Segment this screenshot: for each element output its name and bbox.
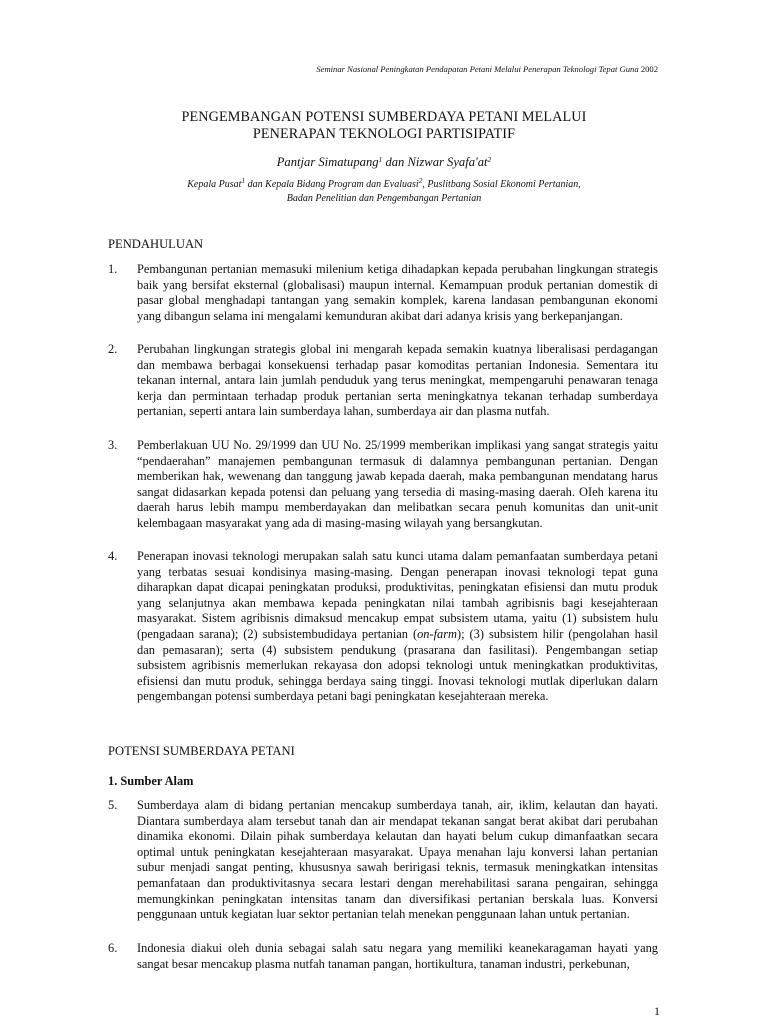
title-line-2: PENERAPAN TEKNOLOGI PARTISIPATIF <box>252 126 516 142</box>
paragraph-4 <box>108 549 658 705</box>
paragraph-text: Sumberdaya alam di bidang pertanian mencakup sumberdaya tanah, air, iklim, kelautan dan hayati. Diantara sumberdaya alam tersebut tanah dan air mendapat tekanan sangat berat akibat dari perubahan dinamika ekonomi. Dilain pihak sumberdaya kelautan dan hayati belum cukup dimanfaatkan secara optimal untuk peningkatan kesejahteraan masyarakat. Upaya menahan laju konversi lahan pertanian subur menjadi sangat penting, khususnya sawah beririgasi teknis, termasuk meningkatkan intensitas pemanfataan dan produktivitasnya secara lestari dengan merehabilitasi sarana pengairan, sehingga memungkinkan peningkatan intensitas tanam dan diversifikasi pertanian berskala luas. Konversi penggunaan untuk kegiatan luar sektor pertanian telah menekan penggunaan lahan untuk pertanian. <box>137 798 658 922</box>
author-1: Pantjar Simatupang <box>276 155 379 169</box>
affiliation-line-2: Badan Penelitian dan Pengembangan Pertanian <box>286 193 482 204</box>
paragraph-text-emphasis: on-farm <box>417 626 458 641</box>
paragraph-number: 5. <box>108 798 118 812</box>
author-conj: dan <box>385 155 405 169</box>
affil-sup-2: 2 <box>418 176 423 185</box>
running-header <box>316 64 658 75</box>
paragraph-text-part-b: ); (3) subsistem hilir (pengolahan hasil dan pemasaran); serta (4) subsistem pendukung (prasarana dan fasilitasi). Pengembangan setiap subsistem agribisnis memerlukan rekayasa don adopsi teknologi untuk meningkatkan produktivitas, efisiensi dan mutu produk, sehingga berdaya saing tinggi. Inovasi teknologi mutlak diperlukan dalarn pengembangan potensi sumberdaya petani bagi peningkatan kesejahteraan mereka. <box>137 626 658 704</box>
paragraph-1 <box>108 262 658 324</box>
affil-part-1: Kepala Pusat <box>187 179 242 190</box>
page-number: 1 <box>654 1004 660 1018</box>
paragraph-text <box>137 549 658 705</box>
author-line <box>108 154 660 170</box>
paragraph-number: 6. <box>108 941 118 955</box>
affil-part-2: dan Kepala Bidang Program dan Evaluasi <box>247 179 419 190</box>
paragraph-2 <box>108 342 658 420</box>
header-year: 2002 <box>640 64 658 74</box>
title-line-1: PENGEMBANGAN POTENSI SUMBERDAYA PETANI MELALUI <box>181 109 587 125</box>
paragraph-number: 4. <box>108 549 118 563</box>
section-heading-pendahuluan: PENDAHULUAN <box>108 237 204 251</box>
paragraph-3 <box>108 438 658 532</box>
paragraph-5 <box>108 798 658 923</box>
author-2-sup: 2 <box>487 155 492 164</box>
affiliation <box>108 178 660 206</box>
paragraph-text: Pemberlakuan UU No. 29/1999 dan UU No. 25/1999 memberikan implikasi yang sangat strategis yaitu “pendaerahan” manajemen pembangunan termasuk di dalamnya pembangunan pertanian. Dengan memberikan hak, wewenang dan tanggung jawab kepada daerah, maka pembangunan mendatang harus sangat didasarkan kepada potensi dan peluang yang tersedia di masing-masing daerah. OIeh karena itu daerah harus lebih mampu memberdayakan dan melibatkan secara penuh komunitas dan unit-unit kelembagaan masyarakat yang ada di masing-masing wilayah yang bersangkutan. <box>137 438 658 530</box>
paragraph-number: 2. <box>108 342 118 356</box>
affil-part-3: , Puslitbang Sosial Ekonomi Pertanian, <box>422 179 581 190</box>
paragraph-text: Indonesia diakui oleh dunia sebagai salah satu negara yang memiliki keanekaragaman hayati yang sangat besar mencakup plasma nutfah tanaman pangan, hortikultura, tanaman industri, perkebunan, <box>137 941 658 971</box>
paper-title <box>108 109 660 143</box>
paragraph-number: 3. <box>108 438 118 452</box>
paragraph-text: Perubahan lingkungan strategis global ini mengarah kepada semakin kuatnya liberalisasi perdagangan dan membawa berbagai konsekuensi terhadap pasar komoditas pertanian Indonesia. Sementara itu tekanan internal, antara lain jumlah penduduk yang terus meningkat, mempengaruhi penawaran tenaga kerja dan permintaan terhadap produk pertanian serta meningkatnya tekanan terhadap sumberdaya pertanian, seperti antara lain sumberdaya lahan, sumberdaya air dan plasma nutfah. <box>137 342 658 419</box>
running-title: Seminar Nasional Peningkatan Pendapatan Petani Melalui Penerapan Teknologi Tepat Guna <box>316 64 639 74</box>
affil-sup-1: 1 <box>241 176 246 185</box>
paragraph-6 <box>108 941 658 972</box>
paragraph-text: Pembangunan pertanian memasuki milenium ketiga dihadapkan kepada perubahan lingkungan strategis baik yang bersifat eksternal (globalisasi) maupun internal. Kemampuan produk pertanian domestik di pasar global menghadapi tantangan yang semakin komplek, karena landasan pembangunan ekonomi yang dibangun selama ini mengalami kemunduran akibat dari adanya krisis yang berkepanjangan. <box>137 262 658 323</box>
paragraph-text-part-a: Penerapan inovasi teknologi merupakan salah satu kunci utama dalam pemanfaatan sumberdaya petani yang terbatas sesuai kondisinya masing-masing. Dengan penerapan inovasi teknologi tepat guna diharapkan dapat dicapai peningkatan produksi, produktivitas, peningkatan efisiensi dan mutu produk yang selanjutnya akan membawa kepada peningkatan nilai tambah agribisnis bagi kesejahteraan masyarakat. Sistem agribisnis dimaksud mencakup empat subsistem utama, yaitu (1) subsistem hulu (pengadaan sarana); (2) subsistembudidaya pertanian ( <box>137 549 658 641</box>
affiliation-line-1 <box>108 178 660 192</box>
section-heading-potensi: POTENSI SUMBERDAYA PETANI <box>108 744 295 758</box>
author-1-sup: 1 <box>378 155 383 164</box>
author-2: Nizwar Syafa'at <box>407 155 488 169</box>
paragraph-number: 1. <box>108 262 118 276</box>
subsection-heading-sumber-alam: 1. Sumber Alam <box>108 774 194 788</box>
